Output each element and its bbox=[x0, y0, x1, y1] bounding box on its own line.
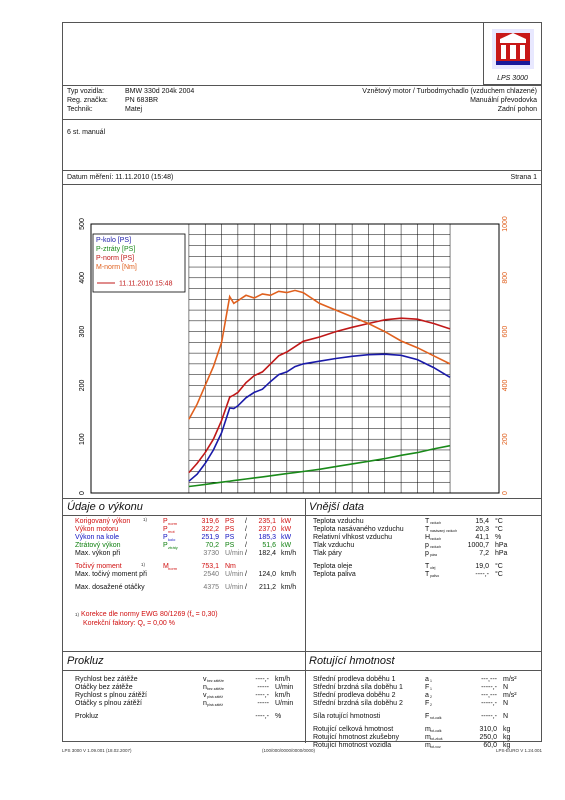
vykon-label: Korigovaný výkon bbox=[75, 518, 131, 525]
vnejsi-symbol: T bbox=[425, 518, 430, 525]
prokluz-label: Otáčky bez zátěže bbox=[75, 684, 133, 691]
prokluz-symbol: n bbox=[203, 700, 207, 707]
vehicle-type-value: BMW 330d 204k 2004 bbox=[125, 88, 195, 95]
report-page bbox=[62, 22, 542, 749]
vykon-unit2: km/h bbox=[281, 571, 297, 578]
rotujici-symbol: F bbox=[425, 713, 430, 720]
vnejsi-value: 15,4 bbox=[475, 518, 489, 525]
rotujici-symbol-sub: 1 bbox=[430, 687, 432, 691]
vnejsi-label: Teplota paliva bbox=[313, 571, 356, 578]
y2-tick-label: 600 bbox=[502, 325, 509, 338]
y2-tick-label: 1000 bbox=[502, 216, 509, 232]
vnejsi-label: Teplota oleje bbox=[313, 563, 353, 570]
separator-slash: / bbox=[245, 571, 247, 578]
vykon-unit1: PS bbox=[225, 542, 235, 549]
vykon-unit1: PS bbox=[225, 526, 235, 533]
y-tick-label: 500 bbox=[79, 218, 86, 230]
prokluz-label: Otáčky s plnou zátěží bbox=[75, 700, 142, 707]
legend-entry: M-norm [Nm] bbox=[96, 264, 137, 271]
legend-entry: P-kolo [PS] bbox=[96, 237, 132, 244]
correction-note: 1) Korekce dle normy EWG 80/1269 $(f_a = 0,30)$ bbox=[75, 611, 218, 618]
vykon-value2: 124,0 bbox=[258, 571, 276, 578]
legend-entry: P-norm [PS] bbox=[96, 255, 135, 262]
prokluz-unit: km/h bbox=[275, 676, 291, 683]
prokluz-symbol: n bbox=[203, 684, 207, 691]
vnejsi-symbol: p bbox=[425, 550, 429, 557]
prokluz-title: Prokluz bbox=[67, 655, 104, 667]
vnejsi-unit: °C bbox=[495, 571, 503, 578]
vykon-unit1: PS bbox=[225, 534, 235, 541]
vykon-label: Max. výkon při bbox=[75, 550, 121, 557]
prokluz-label: Prokluz bbox=[75, 713, 99, 720]
y2-tick-label: 800 bbox=[502, 271, 509, 284]
rotujici-unit: kg bbox=[503, 742, 511, 749]
vnejsi-unit: °C bbox=[495, 518, 503, 525]
vykon-label: Výkon na kole bbox=[75, 534, 119, 541]
vnejsi-title: Vnější data bbox=[309, 501, 365, 513]
prokluz-label: Rychlost s plnou zátěží bbox=[75, 692, 147, 699]
vykon-unit2: km/h bbox=[281, 550, 297, 557]
vykon-value1: 251,9 bbox=[201, 534, 219, 541]
vykon-value1: 70,2 bbox=[205, 542, 219, 549]
y-tick-label: 200 bbox=[79, 379, 86, 392]
vnejsi-label: Relativní vlhkost vzduchu bbox=[313, 534, 392, 541]
y-tick-label: 100 bbox=[79, 433, 87, 446]
footer-center: (100/000/0000/0000/0000) bbox=[262, 748, 316, 753]
vnejsi-symbol: T bbox=[425, 526, 430, 533]
vykon-unit1: U/min bbox=[225, 584, 244, 591]
rotujici-symbol-sub: 1 bbox=[430, 679, 432, 683]
rotujici-symbol-sub: rot-calk bbox=[430, 716, 442, 720]
y2-tick-label: 400 bbox=[502, 379, 509, 392]
reg-label: Reg. značka: bbox=[67, 97, 108, 104]
vykon-unit1: U/min bbox=[225, 571, 244, 578]
rotujici-value: 250,0 bbox=[479, 734, 497, 741]
vnejsi-symbol-sub: olej bbox=[430, 566, 436, 570]
rotujici-symbol: m bbox=[425, 726, 431, 733]
note-text: 6 st. manuál bbox=[67, 129, 106, 136]
vykon-value1: 3730 bbox=[203, 550, 219, 557]
vykon-symbol-sub: norm bbox=[168, 566, 178, 571]
rotujici-label: Rotující hmotnost vozidla bbox=[313, 742, 392, 749]
footnote-mark: 1) bbox=[141, 562, 146, 567]
footer-right: LPS-EURO V 1.24.001 bbox=[495, 748, 542, 753]
rotujici-unit: N bbox=[503, 684, 509, 691]
rotujici-symbol: m bbox=[425, 734, 431, 741]
rotujici-value: -----,- bbox=[481, 713, 497, 720]
rotujici-label: Střední brzdná síla doběhu 1 bbox=[313, 684, 403, 691]
vnejsi-symbol: T bbox=[425, 571, 430, 578]
vykon-unit1: Nm bbox=[225, 563, 236, 570]
vnejsi-unit: °C bbox=[495, 563, 503, 570]
vnejsi-label: Tlak vzduchu bbox=[313, 542, 355, 549]
vykon-value2: 237,0 bbox=[258, 526, 276, 533]
vnejsi-symbol: p bbox=[425, 542, 429, 549]
prokluz-value: ----,- bbox=[255, 713, 269, 720]
prokluz-unit: km/h bbox=[275, 692, 291, 699]
rotujici-symbol-sub: rot-calk bbox=[430, 729, 442, 733]
rotujici-value: -----,- bbox=[481, 684, 497, 691]
vykon-label: Ztrátový výkon bbox=[75, 542, 121, 549]
vykon-title: Údaje o výkonu bbox=[67, 501, 143, 513]
vykon-unit2: kW bbox=[281, 534, 292, 541]
vykon-symbol-sub: norm bbox=[168, 521, 178, 526]
vykon-symbol-sub: ztráty bbox=[168, 545, 178, 550]
rotujici-value: 60,0 bbox=[483, 742, 497, 749]
vykon-value2: 235,1 bbox=[258, 518, 276, 525]
rotujici-value: -----,- bbox=[481, 700, 497, 707]
vykon-value2: 51,6 bbox=[262, 542, 276, 549]
separator-slash: / bbox=[245, 542, 247, 549]
rotujici-unit: kg bbox=[503, 726, 511, 733]
prokluz-value: ----- bbox=[257, 684, 269, 691]
vykon-label: Max. dosažené otáčky bbox=[75, 584, 145, 591]
rotujici-symbol-sub: 2 bbox=[430, 703, 432, 707]
vnejsi-label: Teplota vzduchu bbox=[313, 518, 364, 525]
rotujici-label: Rotující hmotnost zkušebny bbox=[313, 734, 399, 741]
rotujici-value: 310,0 bbox=[479, 726, 497, 733]
vykon-unit2: kW bbox=[281, 526, 292, 533]
vnejsi-symbol-sub: palivo bbox=[430, 574, 440, 578]
vykon-symbol: M bbox=[163, 563, 169, 570]
vykon-unit1: U/min bbox=[225, 550, 244, 557]
vykon-label: Točivý moment bbox=[75, 563, 122, 570]
prokluz-symbol: v bbox=[203, 692, 207, 699]
vykon-symbol: P bbox=[163, 542, 168, 549]
prokluz-symbol-sub: bez zátěže bbox=[207, 679, 224, 683]
footnote-mark: 1) bbox=[143, 517, 148, 522]
logo-box bbox=[483, 23, 541, 85]
brand-label: LPS 3000 bbox=[497, 75, 528, 82]
rotujici-symbol: m bbox=[425, 742, 431, 749]
rotujici-unit: kg bbox=[503, 734, 511, 741]
vykon-symbol: P bbox=[163, 518, 168, 525]
prokluz-symbol-sub: bez zátěže bbox=[207, 687, 224, 691]
rotujici-label: Rotující celková hmotnost bbox=[313, 726, 394, 733]
prokluz-symbol: v bbox=[203, 676, 207, 683]
vnejsi-unit: % bbox=[495, 534, 502, 541]
rotujici-unit: N bbox=[503, 700, 509, 707]
lps-logo-icon bbox=[492, 29, 534, 69]
reg-value: PN 683BR bbox=[125, 97, 159, 104]
vykon-symbol-sub: mot bbox=[168, 529, 175, 534]
engine-type: Vznětový motor / Turbodmychadlo (vzduchem chlazené) bbox=[362, 88, 537, 95]
vnejsi-symbol-sub: vzduch bbox=[430, 545, 442, 549]
vnejsi-value: 19,0 bbox=[475, 563, 489, 570]
vnejsi-symbol-sub: vzduch bbox=[430, 537, 442, 541]
vykon-symbol: P bbox=[163, 526, 168, 533]
prokluz-unit: U/min bbox=[275, 700, 294, 707]
vykon-symbol: P bbox=[163, 534, 168, 541]
rotujici-symbol-sub: rot-voz bbox=[430, 745, 441, 749]
rotujici-symbol: F bbox=[425, 684, 430, 691]
separator-slash: / bbox=[245, 584, 247, 591]
vykon-value1: 2540 bbox=[203, 571, 219, 578]
vnejsi-value: 7,2 bbox=[479, 550, 489, 557]
rotujici-unit: N bbox=[503, 713, 509, 720]
power-chart bbox=[63, 185, 541, 495]
rotujici-label: Střední prodleva doběhu 2 bbox=[313, 692, 396, 699]
prokluz-label: Rychlost bez zátěže bbox=[75, 676, 138, 683]
rotujici-value: ---,--- bbox=[481, 692, 497, 699]
vnejsi-unit: °C bbox=[495, 526, 503, 533]
vykon-value2: 211,2 bbox=[259, 584, 276, 591]
separator-slash: / bbox=[245, 550, 247, 557]
rotujici-unit: m/s² bbox=[503, 692, 517, 699]
vykon-value1: 322,2 bbox=[201, 526, 219, 533]
rotujici-title: Rotující hmotnost bbox=[309, 655, 395, 667]
y-tick-label: 0 bbox=[79, 491, 86, 495]
vnejsi-label: Tlak páry bbox=[313, 550, 342, 557]
vnejsi-label: Teplota nasávaného vzduchu bbox=[313, 526, 404, 533]
correction-factor: Korekční faktory: $Q_o = 0,00$ % bbox=[83, 620, 175, 627]
gearbox-type: Manuální převodovka bbox=[470, 97, 537, 104]
legend-entry: P-ztráty [PS] bbox=[96, 246, 136, 253]
rotujici-unit: m/s² bbox=[503, 676, 517, 683]
technician-value: Matej bbox=[125, 106, 143, 113]
measure-date: Datum měření: 11.11.2010 (15:48) bbox=[67, 174, 174, 181]
vnejsi-unit: hPa bbox=[495, 542, 508, 549]
vykon-value1: 319,6 bbox=[201, 518, 219, 525]
vykon-symbol-sub: kolo bbox=[168, 537, 176, 542]
vykon-value2: 185,3 bbox=[258, 534, 276, 541]
rotujici-symbol-sub: rot-zkuš bbox=[430, 737, 443, 741]
rotujici-symbol-sub: 2 bbox=[430, 695, 432, 699]
rotujici-label: Střední prodleva doběhu 1 bbox=[313, 676, 396, 683]
page-number: Strana 1 bbox=[510, 174, 537, 181]
prokluz-value: ----- bbox=[257, 700, 269, 707]
separator-slash: / bbox=[245, 518, 247, 525]
vykon-value1: 753,1 bbox=[201, 563, 219, 570]
vnejsi-value: 20,3 bbox=[475, 526, 489, 533]
rotujici-value: ---,--- bbox=[481, 676, 497, 683]
vnejsi-value: 1000,7 bbox=[467, 542, 489, 549]
vnejsi-value: ----,- bbox=[475, 571, 489, 578]
vykon-unit1: PS bbox=[225, 518, 235, 525]
vykon-value1: 4375 bbox=[203, 584, 219, 591]
y-tick-label: 400 bbox=[79, 271, 86, 284]
rotujici-label: Síla rotující hmotnosti bbox=[313, 713, 381, 720]
vnejsi-symbol: T bbox=[425, 563, 430, 570]
vnejsi-unit: hPa bbox=[495, 550, 508, 557]
y2-tick-label: 200 bbox=[502, 433, 509, 446]
vykon-label: Max. točivý moment při bbox=[75, 571, 147, 578]
y2-tick-label: 0 bbox=[502, 491, 509, 495]
rotujici-symbol: a bbox=[425, 676, 429, 683]
technician-label: Technik: bbox=[67, 106, 93, 113]
prokluz-symbol-sub: plná zátěž bbox=[207, 703, 223, 707]
vehicle-type-label: Typ vozidla: bbox=[67, 88, 104, 95]
prokluz-unit: % bbox=[275, 713, 282, 720]
separator-slash: / bbox=[245, 534, 247, 541]
vnejsi-value: 41,1 bbox=[475, 534, 489, 541]
vykon-label: Výkon motoru bbox=[75, 526, 119, 533]
vykon-unit2: kW bbox=[281, 542, 292, 549]
prokluz-symbol-sub: plná zátěž bbox=[207, 695, 223, 699]
correction-sup: 1) bbox=[75, 612, 80, 617]
vnejsi-symbol-sub: nasávaný vzduch bbox=[430, 529, 458, 533]
rotujici-label: Střední brzdná síla doběhu 2 bbox=[313, 700, 403, 707]
prokluz-value: ----,- bbox=[255, 692, 269, 699]
vnejsi-symbol-sub: pára bbox=[430, 553, 438, 557]
drive-type: Zadní pohon bbox=[497, 106, 537, 113]
vykon-unit2: km/h bbox=[281, 584, 297, 591]
rotujici-symbol: F bbox=[425, 700, 430, 707]
separator-slash: / bbox=[245, 526, 247, 533]
legend-date: 11.11.2010 15:48 bbox=[119, 280, 173, 288]
vnejsi-symbol-sub: vzduch bbox=[430, 521, 442, 525]
vnejsi-symbol: H bbox=[425, 534, 431, 541]
vykon-value2: 182,4 bbox=[258, 550, 276, 557]
prokluz-value: ----,- bbox=[255, 676, 269, 683]
y-tick-label: 300 bbox=[79, 325, 86, 338]
footer-left: LPS 3000 V 1.09.001 (18.02.2007) bbox=[62, 748, 132, 753]
vykon-unit2: kW bbox=[281, 518, 292, 525]
rotujici-symbol: a bbox=[425, 692, 429, 699]
prokluz-unit: U/min bbox=[275, 684, 294, 691]
